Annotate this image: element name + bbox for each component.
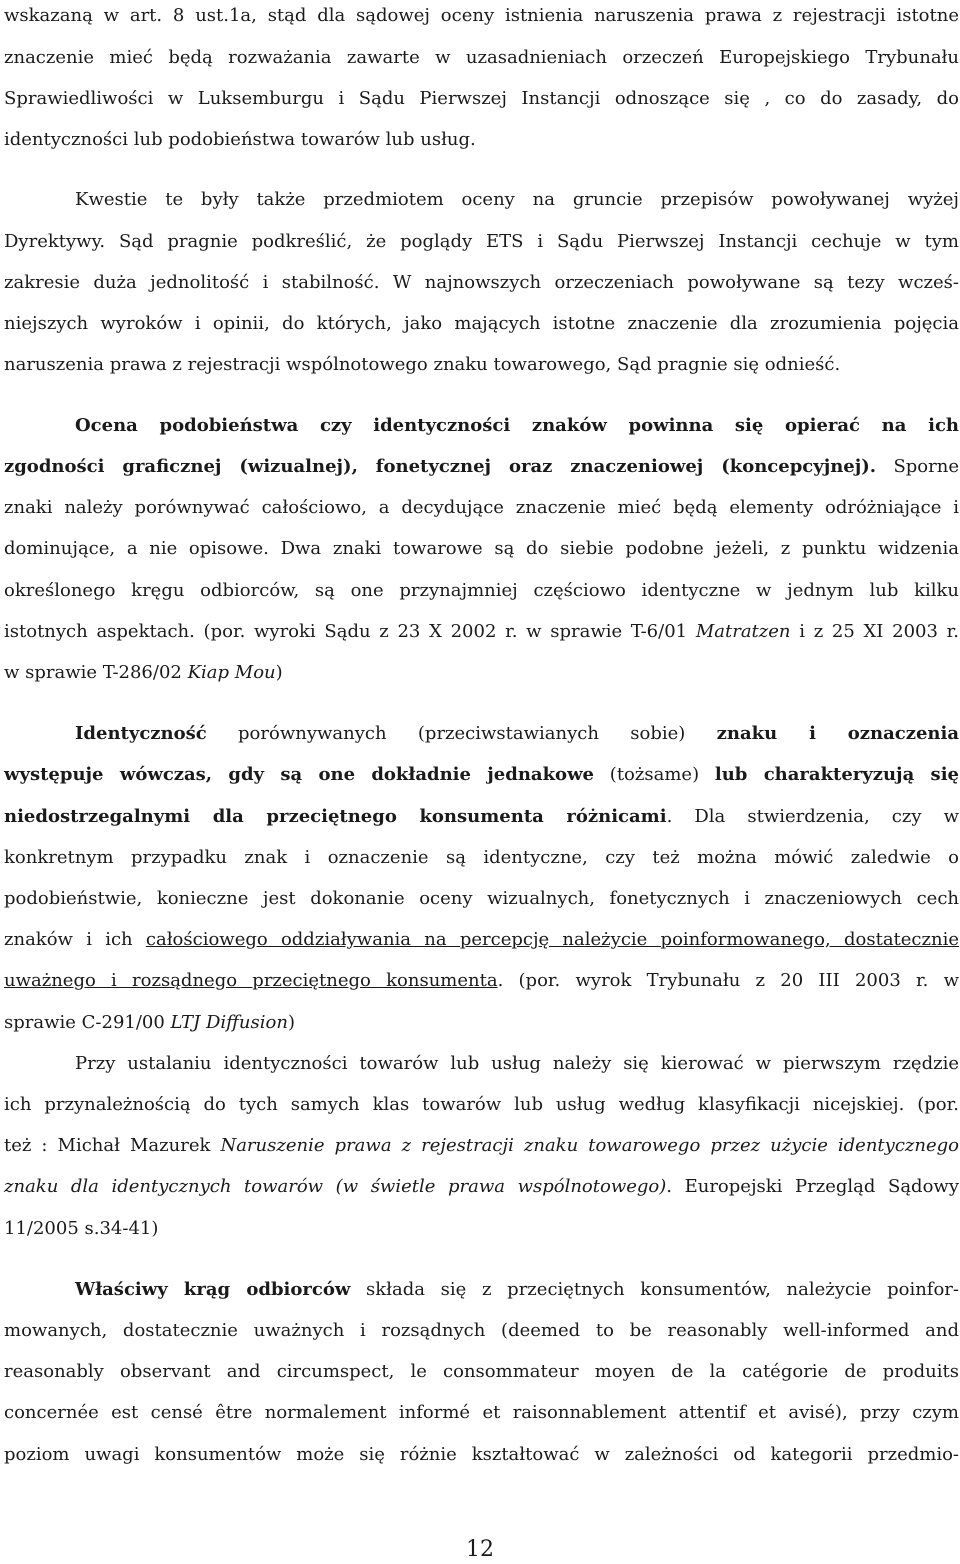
text-line bbox=[75, 413, 959, 439]
text-line bbox=[4, 1400, 959, 1426]
text-line bbox=[4, 127, 959, 153]
text-run: naruszenia prawa z rejestracji wspólnotowego znaku towarowego, Sąd pragnie się odnieść. bbox=[4, 354, 841, 375]
text-run: (tożsame) bbox=[594, 764, 715, 785]
text-run: niejszych wyroków i opinii, do których, jako mających istotne znaczenie dla zrozumienia pojęcia bbox=[4, 313, 959, 334]
italic-text: Naruszenie prawa z rejestracji znaku towarowego przez użycie identycznego bbox=[220, 1135, 960, 1156]
text-line bbox=[4, 3, 959, 29]
text-run: podobieństwie, konieczne jest dokonanie oceny wizualnych, fonetycznych i znaczeniowych cech bbox=[4, 888, 959, 909]
text-line bbox=[4, 536, 959, 562]
italic-text: LTJ Diffusion bbox=[170, 1012, 288, 1033]
text-run: składa się z przeciętnych konsumentów, należycie poinfor- bbox=[350, 1279, 959, 1300]
text-line bbox=[4, 229, 959, 255]
text-run: określonego kręgu odbiorców, są one przynajmniej częściowo identyczne w jednym lub kilku bbox=[4, 580, 959, 601]
italic-text: Kiap Mou bbox=[187, 662, 276, 683]
text-run: identyczności lub podobieństwa towarów lub usług. bbox=[4, 129, 476, 150]
text-run: istotnych aspektach. (por. wyroki Sądu z 23 X 2002 r. w sprawie T-6/01 bbox=[4, 621, 696, 642]
text-line bbox=[75, 187, 959, 213]
bold-text: zgodności graficznej (wizualnej), fonetycznej oraz znaczeniowej (koncepcyjnej). bbox=[4, 456, 877, 477]
text-line bbox=[4, 1442, 959, 1468]
text-line bbox=[4, 1092, 959, 1118]
text-line bbox=[4, 495, 959, 521]
text-line bbox=[4, 311, 959, 337]
text-line bbox=[4, 1010, 959, 1036]
text-run: i z 25 XI 2003 r. bbox=[790, 621, 959, 642]
bold-text: występuje wówczas, gdy są one dokładnie jednakowe bbox=[4, 764, 595, 785]
text-run: ) bbox=[275, 662, 283, 683]
text-line bbox=[4, 660, 959, 686]
text-line bbox=[4, 45, 959, 71]
text-run: reasonably observant and circumspect, le consommateur moyen de la catégorie de produits bbox=[4, 1361, 959, 1382]
italic-text: znaku dla identycznych towarów (w świetle prawa wspólnotowego) bbox=[4, 1176, 667, 1197]
text-run: ) bbox=[287, 1012, 295, 1033]
text-line bbox=[4, 1174, 959, 1200]
underline-text: uważnego i rozsądnego przeciętnego konsumenta bbox=[4, 970, 498, 991]
text-line bbox=[4, 804, 959, 830]
text-run: Sprawiedliwości w Luksemburgu i Sądu Pierwszej Instancji odnoszące się , co do zasady, do bbox=[4, 88, 959, 109]
text-run: zakresie duża jednolitość i stabilność. W najnowszych orzeczeniach powoływane są tezy wcześ- bbox=[4, 272, 959, 293]
text-run: Kwestie te były także przedmiotem oceny na gruncie przepisów powoływanej wyżej bbox=[75, 189, 959, 210]
text-line bbox=[4, 352, 959, 378]
text-line bbox=[4, 845, 959, 871]
text-run: . Dla stwierdzenia, czy w bbox=[666, 806, 959, 827]
text-run: . (por. wyrok Trybunału z 20 III 2003 r. w bbox=[497, 970, 959, 991]
text-run: Dyrektywy. Sąd pragnie podkreślić, że poglądy ETS i Sądu Pierwszej Instancji cechuje w tym bbox=[4, 231, 959, 252]
text-run: konkretnym przypadku znak i oznaczenie są identyczne, czy też można mówić zaledwie o bbox=[4, 847, 959, 868]
text-line bbox=[4, 270, 959, 296]
text-line bbox=[4, 1359, 959, 1385]
bold-text: Identyczność bbox=[75, 723, 207, 744]
text-line bbox=[75, 721, 959, 747]
text-line bbox=[4, 1318, 959, 1344]
text-line bbox=[4, 927, 959, 953]
bold-text: znaku i oznaczenia bbox=[716, 723, 959, 744]
text-run: w sprawie T-286/02 bbox=[4, 662, 188, 683]
text-run: też : Michał Mazurek bbox=[4, 1135, 221, 1156]
bold-text: lub charakteryzują się bbox=[714, 764, 959, 785]
text-line bbox=[4, 968, 959, 994]
bold-text: niedostrzegalnymi dla przeciętnego konsumenta różnicami bbox=[4, 806, 667, 827]
text-run: . Europejski Przegląd Sądowy bbox=[666, 1176, 959, 1197]
text-run: wskazaną w art. 8 ust.1a, stąd dla sądowej oceny istnienia naruszenia prawa z rejestracji istotne bbox=[4, 5, 959, 26]
text-run: 11/2005 s.34-41) bbox=[4, 1218, 159, 1239]
text-run: znaków i ich bbox=[4, 929, 146, 950]
text-line bbox=[4, 1216, 959, 1242]
text-run: Przy ustalaniu identyczności towarów lub usług należy się kierować w pierwszym rzędzie bbox=[75, 1053, 959, 1074]
italic-text: Matratzen bbox=[695, 621, 791, 642]
text-line bbox=[4, 578, 959, 604]
text-line bbox=[4, 762, 959, 788]
text-run: mowanych, dostatecznie uważnych i rozsądnych (deemed to be reasonably well-informed and bbox=[4, 1320, 959, 1341]
text-line bbox=[4, 886, 959, 912]
text-line bbox=[4, 86, 959, 112]
text-line bbox=[4, 454, 959, 480]
text-line bbox=[4, 1133, 959, 1159]
text-run: concernée est censé être normalement informé et raisonnablement attentif et avisé), przy czym bbox=[4, 1402, 959, 1423]
text-run: poziom uwagi konsumentów może się różnie kształtować w zależności od kategorii przedmio- bbox=[4, 1444, 959, 1465]
bold-text: Właściwy krąg odbiorców bbox=[75, 1279, 351, 1300]
text-run: Sporne bbox=[876, 456, 959, 477]
text-line bbox=[75, 1051, 959, 1077]
text-run: znaczenie mieć będą rozważania zawarte w uzasadnieniach orzeczeń Europejskiego Trybunału bbox=[4, 47, 959, 68]
text-run: porównywanych (przeciwstawianych sobie) bbox=[206, 723, 717, 744]
bold-text: Ocena podobieństwa czy identyczności znaków powinna się opierać na ich bbox=[75, 415, 959, 436]
page-number: 12 bbox=[466, 1537, 494, 1562]
text-line bbox=[4, 619, 959, 645]
underline-text: całościowego oddziaływania na percepcję należycie poinformowanego, dostatecznie bbox=[145, 929, 959, 950]
text-run: ich przynależnością do tych samych klas towarów lub usług według klasyfikacji nicejskiej. (por. bbox=[4, 1094, 959, 1115]
text-run: znaki należy porównywać całościowo, a decydujące znaczenie mieć będą elementy odróżniające i bbox=[4, 497, 959, 518]
text-run: dominujące, a nie opisowe. Dwa znaki towarowe są do siebie podobne jeżeli, z punktu widzenia bbox=[4, 538, 959, 559]
text-line bbox=[75, 1277, 959, 1303]
text-run: sprawie C-291/00 bbox=[4, 1012, 171, 1033]
